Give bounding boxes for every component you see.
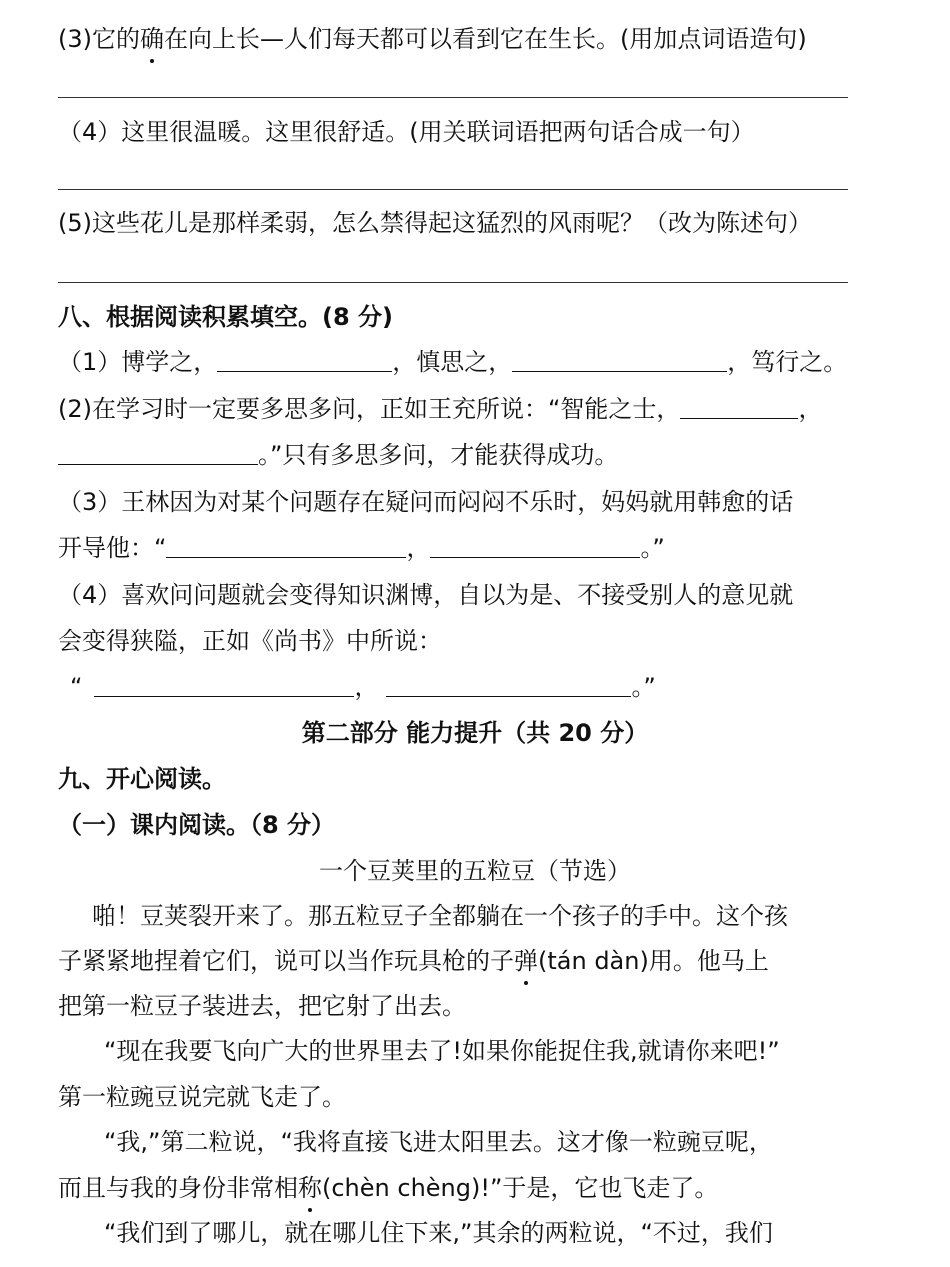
subsection1-heading: （一）课内阅读。（8 分） (58, 811, 336, 839)
answer-line-7-4[interactable] (58, 189, 848, 190)
blank-8-3-b[interactable] (430, 531, 640, 558)
q7-3 (58, 22, 950, 56)
part2-title: 第二部分 能力提升（共 20 分） (301, 719, 649, 747)
q8-3-text-b: 开导他：“ (58, 534, 167, 562)
section9-heading: 九、开心阅读。 (58, 765, 226, 793)
passage-p3-line2 (58, 1171, 950, 1205)
q8-3-text-c: ， (406, 534, 431, 562)
blank-8-2-b[interactable] (58, 438, 258, 465)
passage-p1-line2 (58, 944, 950, 978)
dotted-char-dan: 弹 (514, 944, 538, 978)
q8-2-line1 (58, 392, 950, 426)
answer-line-7-5[interactable] (58, 282, 848, 283)
q8-1 (58, 345, 950, 379)
blank-8-3-a[interactable] (166, 531, 406, 558)
passage-p3-line1: “我,”第二粒说，“我将直接飞进太阳里去。这才像一粒豌豆呢， (104, 1128, 773, 1156)
q8-3-line2 (58, 531, 950, 565)
answer-line-7-3[interactable] (58, 97, 848, 98)
dotted-char-chen: 称 (298, 1171, 322, 1205)
passage-title: 一个豆荚里的五粒豆（节选） (319, 857, 631, 885)
q8-3-text-d: 。” (640, 534, 665, 562)
q8-4-text-d: ， (354, 673, 379, 701)
q8-2-text-a: (2)在学习时一定要多思多问，正如王充所说：“智能之士， (58, 395, 681, 423)
passage-p1-text-a: 子紧紧地捏着它们，说可以当作玩具枪的子 (58, 947, 514, 975)
passage-p1-line3: 把第一粒豆子装进去，把它射了出去。 (58, 992, 466, 1020)
passage-p2-line1: “现在我要飞向广大的世界里去了!如果你能捉住我,就请你来吧!” (104, 1037, 780, 1065)
blank-8-1-b[interactable] (512, 345, 727, 372)
dotted-char-que: 确 (140, 22, 164, 56)
q7-3-text-b: 在向上长—人们每天都可以看到它在生长。(用加点词语造句) (164, 25, 807, 53)
passage-p4-line1: “我们到了哪儿，就在哪儿住下来,”其余的两粒说，“不过，我们 (104, 1219, 773, 1247)
passage-p3-text-b: (chèn chèng)!”于是，它也飞走了。 (322, 1174, 719, 1202)
q8-2-text-c: 。”只有多思多问，才能获得成功。 (258, 441, 619, 469)
blank-8-2-a[interactable] (680, 392, 798, 419)
q8-2-text-b: ， (798, 395, 823, 423)
blank-8-4-b[interactable] (386, 670, 631, 697)
q8-2-line2 (58, 438, 950, 472)
q8-4-text-e: 。” (631, 673, 656, 701)
q7-4: （4）这里很温暖。这里很舒适。(用关联词语把两句话合成一句） (58, 118, 755, 146)
q8-4-line1: （4）喜欢问问题就会变得知识渊博，自以为是、不接受别人的意见就 (58, 581, 794, 609)
passage-p1-text-b: (tán dàn)用。他马上 (538, 947, 769, 975)
q8-1-text-b: ，慎思之， (392, 348, 513, 376)
q7-5: (5)这些花儿是那样柔弱，怎么禁得起这猛烈的风雨呢？（改为陈述句） (58, 209, 812, 237)
passage-p2-line2: 第一粒豌豆说完就飞走了。 (58, 1083, 346, 1111)
q8-4-text-c: “ (70, 673, 83, 701)
q8-1-text-a: （1）博学之， (58, 348, 218, 376)
q8-1-text-c: ，笃行之。 (727, 348, 848, 376)
section8-heading: 八、根据阅读积累填空。(8 分) (58, 303, 393, 331)
q8-3-line1: （3）王林因为对某个问题存在疑问而闷闷不乐时，妈妈就用韩愈的话 (58, 488, 794, 516)
passage-p1-line1: 啪！豆荚裂开来了。那五粒豆子全都躺在一个孩子的手中。这个孩 (92, 902, 788, 930)
blank-8-4-a[interactable] (94, 670, 354, 697)
q8-4-line2: 会变得狭隘，正如《尚书》中所说： (58, 627, 442, 655)
q7-3-text-a: (3)它的 (58, 25, 140, 53)
passage-p3-text-a: 而且与我的身份非常相 (58, 1174, 298, 1202)
q8-4-line3 (70, 670, 950, 704)
blank-8-1-a[interactable] (217, 345, 392, 372)
